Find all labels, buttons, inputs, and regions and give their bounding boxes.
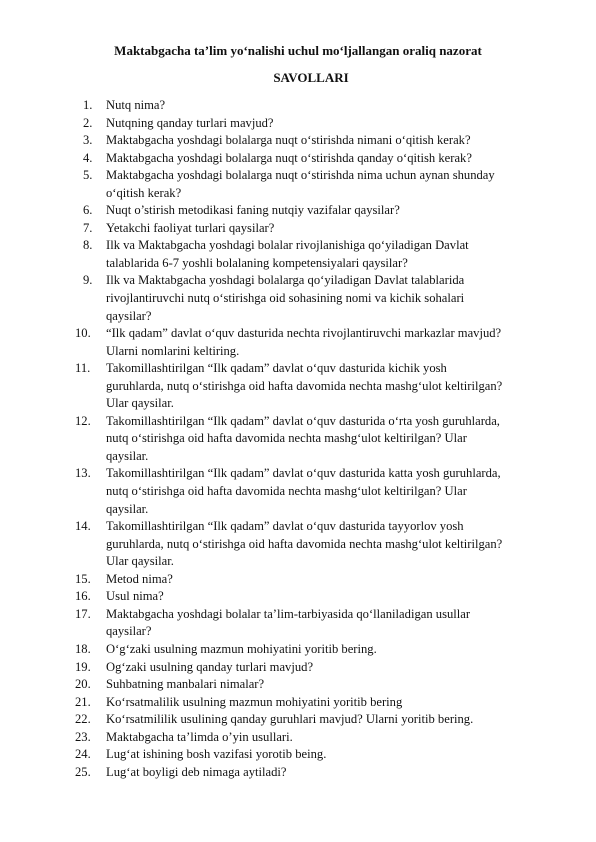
question-text-line: o‘qitish kerak? (106, 185, 182, 200)
question-number: 2. (83, 115, 93, 130)
question-number: 20. (75, 677, 91, 692)
question-text-line: Takomillashtirilgan “Ilk qadam” davlat o‘quv dasturida katta yosh guruhlarda, (106, 466, 501, 481)
question-text-line: “Ilk qadam” davlat o‘quv dasturida nechta rivojlantiruvchi markazlar mavjud? (106, 326, 502, 341)
question-item (75, 588, 556, 606)
question-item (75, 571, 556, 589)
question-item (83, 202, 556, 220)
question-number: 22. (75, 712, 91, 727)
question-item (75, 641, 556, 659)
question-text-line: qaysilar. (106, 501, 149, 516)
question-number: 17. (75, 606, 91, 621)
question-number: 19. (75, 659, 91, 674)
question-text-line: Lug‘at boyligi deb nimaga aytiladi? (106, 764, 287, 779)
question-text-line: Nuqt o’stirish metodikasi faning nutqiy vazifalar qaysilar? (106, 203, 400, 218)
question-text-line: Maktabgacha yoshdagi bolalar ta’lim-tarbiyasida qo‘llaniladigan usullar (106, 606, 471, 621)
question-text-line: Usul nima? (106, 589, 164, 604)
question-number: 8. (83, 238, 93, 253)
question-item (75, 764, 556, 782)
question-item (83, 132, 556, 150)
question-list (75, 97, 556, 781)
question-item (83, 150, 556, 168)
question-text-line: Nutqning qanday turlari mavjud? (106, 115, 274, 130)
question-item (75, 606, 556, 641)
question-item (75, 325, 556, 360)
question-text-line: Maktabgacha yoshdagi bolalarga nuqt o‘stirishda nima uchun aynan shunday (106, 168, 495, 183)
question-item (83, 97, 556, 115)
question-text-line: Og‘zaki usulning qanday turlari mavjud? (106, 659, 314, 674)
question-number: 11. (75, 361, 91, 376)
question-item (75, 360, 556, 413)
question-number: 23. (75, 729, 91, 744)
question-text-line: Lug‘at ishining bosh vazifasi yorotib being. (106, 747, 327, 762)
question-text-line: Yetakchi faoliyat turlari qaysilar? (106, 220, 275, 235)
question-item (75, 465, 556, 518)
question-number: 13. (75, 466, 91, 481)
question-text-line: Metod nima? (106, 571, 173, 586)
question-number: 10. (75, 326, 91, 341)
question-text-line: Takomillashtirilgan “Ilk qadam” davlat o‘quv dasturida tayyorlov yosh (106, 519, 464, 534)
question-text-line: Ko‘rsatmalilik usulning mazmun mohiyatini yoritib bering (106, 694, 403, 709)
question-text-line: qaysilar? (106, 308, 152, 323)
question-item (75, 746, 556, 764)
question-item (83, 220, 556, 238)
question-number: 5. (83, 168, 93, 183)
question-number: 25. (75, 764, 91, 779)
question-text-line: talablarida 6-7 yoshli bolalaning kompetensiyalari qaysilar? (106, 255, 408, 270)
question-text-line: qaysilar? (106, 624, 152, 639)
question-text-line: qaysilar. (106, 448, 149, 463)
question-item (75, 711, 556, 729)
question-text-line: nutq o‘stirishga oid hafta davomida nechta mashg‘ulot keltirilgan? Ular (106, 431, 467, 446)
question-text-line: guruhlarda, nutq o‘stirishga oid hafta davomida nechta mashg‘ulot keltirilgan? (106, 378, 503, 393)
question-item (75, 676, 556, 694)
question-text-line: Maktabgacha ta’limda o’yin usullari. (106, 729, 293, 744)
question-text-line: Ular qaysilar. (106, 554, 174, 569)
question-text-line: Maktabgacha yoshdagi bolalarga nuqt o‘stirishda nimani o‘qitish kerak? (106, 133, 471, 148)
question-text-line: guruhlarda, nutq o‘stirishga oid hafta davomida nechta mashg‘ulot keltirilgan? (106, 536, 503, 551)
question-number: 3. (83, 133, 93, 148)
question-item (83, 272, 556, 325)
question-text-line: rivojlantiruvchi nutq o‘stirishga oid sohasining nomi va kichik sohalari (106, 291, 465, 306)
question-text-line: Suhbatning manbalari nimalar? (106, 677, 265, 692)
question-item (83, 115, 556, 133)
question-text-line: Takomillashtirilgan “Ilk qadam” davlat o‘quv dasturida o‘rta yosh guruhlarda, (106, 413, 500, 428)
question-item (75, 694, 556, 712)
question-item (83, 237, 556, 272)
question-item (75, 729, 556, 747)
question-number: 6. (83, 203, 93, 218)
question-number: 15. (75, 571, 91, 586)
question-item (75, 518, 556, 571)
question-number: 24. (75, 747, 91, 762)
question-text-line: Takomillashtirilgan “Ilk qadam” davlat o‘quv dasturida kichik yosh (106, 361, 447, 376)
question-text-line: Maktabgacha yoshdagi bolalarga nuqt o‘stirishda qanday o‘qitish kerak? (106, 150, 472, 165)
question-text-line: Ilk va Maktabgacha yoshdagi bolalar rivojlanishiga qo‘yiladigan Davlat (106, 238, 469, 253)
question-text-line: O‘g‘zaki usulning mazmun mohiyatini yoritib bering. (106, 641, 377, 656)
question-number: 12. (75, 413, 91, 428)
question-text-line: Ular qaysilar. (106, 396, 174, 411)
question-number: 9. (83, 273, 93, 288)
question-number: 14. (75, 519, 91, 534)
question-number: 21. (75, 694, 91, 709)
question-number: 7. (83, 220, 93, 235)
document-subtitle: SAVOLLARI (273, 70, 349, 85)
document-title: Maktabgacha ta’lim yo‘nalishi uchul mo‘ljallangan oraliq nazorat (114, 43, 482, 58)
question-item (75, 413, 556, 466)
question-number: 1. (83, 98, 93, 112)
question-text-line: Nutq nima? (106, 98, 166, 112)
question-item (75, 659, 556, 677)
question-number: 16. (75, 589, 91, 604)
question-item (83, 167, 556, 202)
question-text-line: Ularni nomlarini keltiring. (106, 343, 240, 358)
question-number: 18. (75, 641, 91, 656)
question-text-line: nutq o‘stirishga oid hafta davomida nechta mashg‘ulot keltirilgan? Ular (106, 484, 467, 499)
question-text-line: Ko‘rsatmililik usulining qanday guruhlari mavjud? Ularni yoritib bering. (106, 712, 474, 727)
question-number: 4. (83, 150, 93, 165)
question-text-line: Ilk va Maktabgacha yoshdagi bolalarga qo‘yiladigan Davlat talablarida (106, 273, 465, 288)
